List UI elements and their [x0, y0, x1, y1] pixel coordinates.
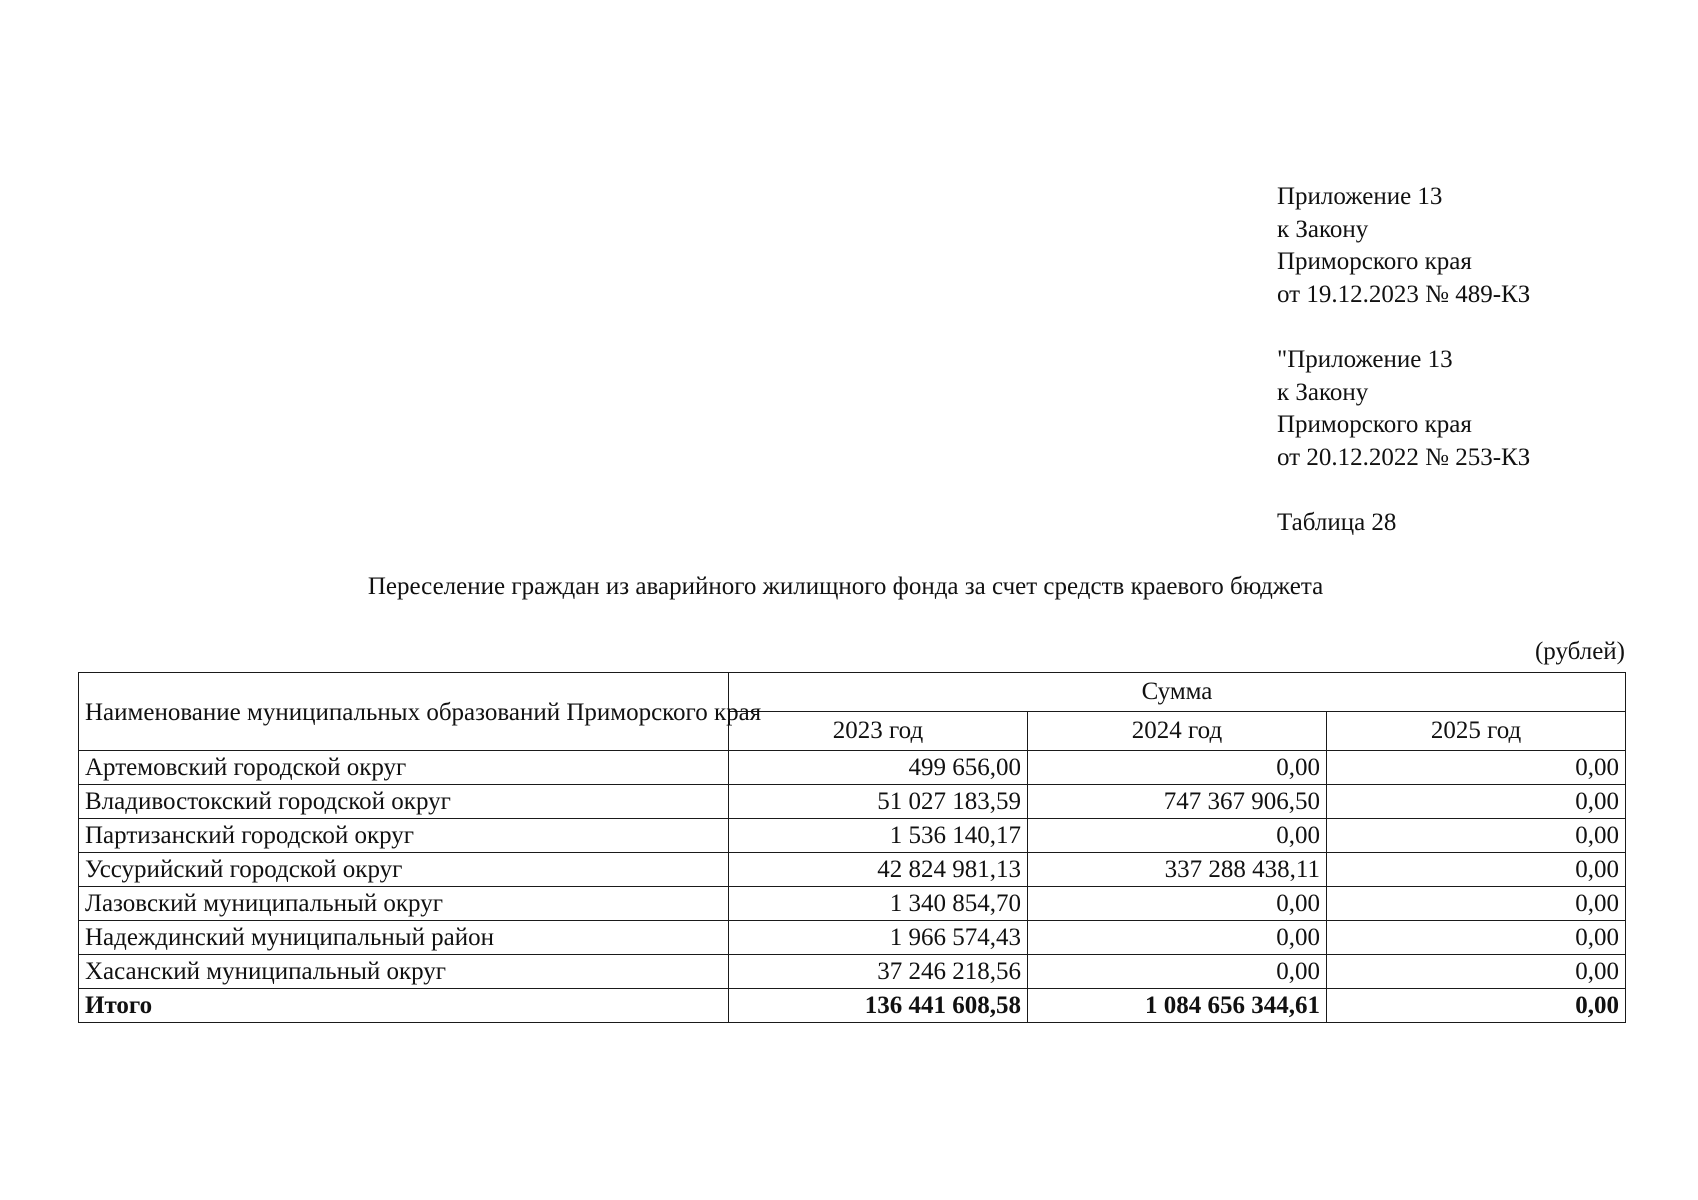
- document-title-wrap: [0, 573, 1698, 601]
- municipality-name: Артемовский городской округ: [79, 751, 729, 785]
- municipality-name: Уссурийский городской округ: [79, 853, 729, 887]
- annex-line: к Закону: [1277, 378, 1369, 406]
- total-2025: 0,00: [1327, 989, 1626, 1023]
- table-row: [79, 887, 1626, 921]
- amount-2025: 0,00: [1327, 751, 1626, 785]
- amount-2025: 0,00: [1327, 955, 1626, 989]
- units-label: (рублей): [1534, 638, 1625, 665]
- header-sum: Сумма: [729, 673, 1626, 712]
- annex-line: Приморского края: [1277, 411, 1472, 438]
- funding-table: [78, 672, 1626, 1023]
- table-row: [79, 751, 1626, 785]
- annex-line: Приморского края: [1277, 248, 1472, 275]
- total-2023: 136 441 608,58: [729, 989, 1028, 1023]
- spacer: [1277, 311, 1530, 344]
- amount-2024: 0,00: [1028, 751, 1327, 785]
- amount-2024: 0,00: [1028, 955, 1327, 989]
- annex-line: "Приложение 13: [1277, 346, 1453, 373]
- annex-line: Приложение 13: [1277, 183, 1443, 210]
- table-row: [79, 921, 1626, 955]
- total-row: [79, 989, 1626, 1023]
- municipality-name: Хасанский муниципальный округ: [79, 955, 729, 989]
- total-2024: 1 084 656 344,61: [1028, 989, 1327, 1023]
- annex-line: от 19.12.2023 № 489-КЗ: [1277, 280, 1531, 308]
- amount-2025: 0,00: [1327, 785, 1626, 819]
- amount-2023: 499 656,00: [729, 751, 1028, 785]
- municipality-name: Надеждинский муниципальный район: [79, 921, 729, 955]
- amount-2023: 42 824 981,13: [729, 853, 1028, 887]
- amount-2023: 1 340 854,70: [729, 887, 1028, 921]
- amount-2023: 1 966 574,43: [729, 921, 1028, 955]
- annex-line: от 20.12.2022 № 253-КЗ: [1277, 443, 1531, 471]
- amount-2023: 1 536 140,17: [729, 819, 1028, 853]
- amount-2023: 37 246 218,56: [729, 955, 1028, 989]
- amount-2024: 337 288 438,11: [1028, 853, 1327, 887]
- table-row: [79, 819, 1626, 853]
- amount-2024: 747 367 906,50: [1028, 785, 1327, 819]
- table-row: [79, 955, 1626, 989]
- annex-line: к Закону: [1277, 215, 1369, 243]
- header-row: [79, 673, 1626, 712]
- header-year-2025: 2025 год: [1327, 712, 1626, 751]
- spacer: [1277, 474, 1530, 507]
- document-title: Переселение граждан из аварийного жилищного фонда за счет средств краевого бюджета: [367, 573, 1324, 600]
- amount-2024: 0,00: [1028, 819, 1327, 853]
- table-row: [79, 785, 1626, 819]
- table-row: [79, 853, 1626, 887]
- municipality-name: Лазовский муниципальный округ: [79, 887, 729, 921]
- amount-2025: 0,00: [1327, 819, 1626, 853]
- header-year-2024: 2024 год: [1028, 712, 1327, 751]
- amount-2024: 0,00: [1028, 921, 1327, 955]
- header-year-2023: 2023 год: [729, 712, 1028, 751]
- annex-heading: [1277, 181, 1530, 540]
- amount-2025: 0,00: [1327, 921, 1626, 955]
- table-label: Таблица 28: [1277, 509, 1397, 536]
- amount-2024: 0,00: [1028, 887, 1327, 921]
- amount-2025: 0,00: [1327, 887, 1626, 921]
- municipality-name: Владивостокский городской округ: [79, 785, 729, 819]
- amount-2025: 0,00: [1327, 853, 1626, 887]
- header-municipality: Наименование муниципальных образований Приморского края: [79, 673, 729, 751]
- total-label: Итого: [79, 989, 729, 1023]
- municipality-name: Партизанский городской округ: [79, 819, 729, 853]
- amount-2023: 51 027 183,59: [729, 785, 1028, 819]
